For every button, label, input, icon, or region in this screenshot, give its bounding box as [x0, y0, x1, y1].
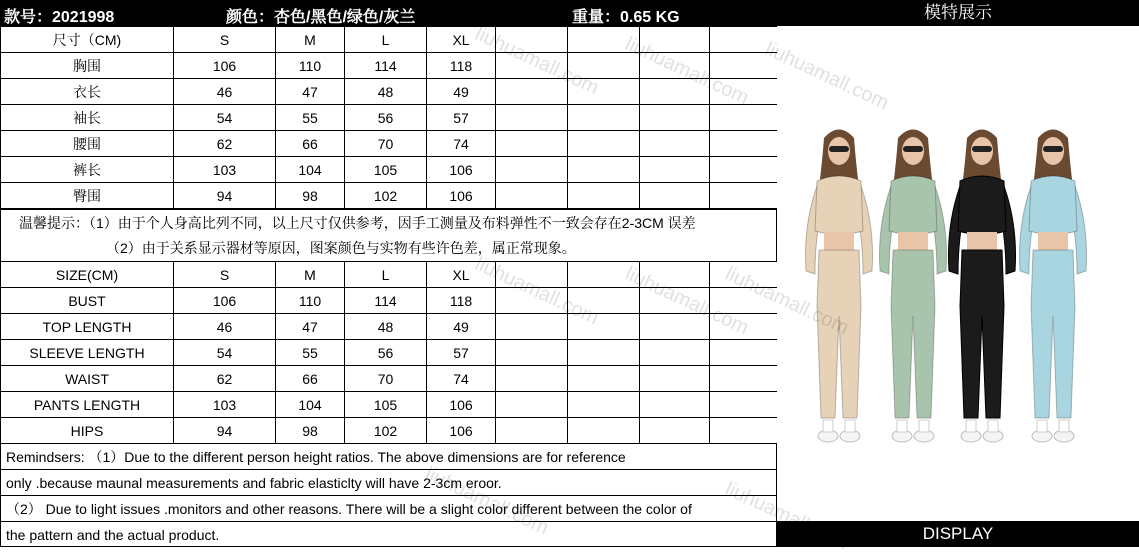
empty-cell: [710, 392, 778, 418]
empty-cell: [568, 105, 640, 131]
measurement-value: 114: [345, 53, 427, 79]
empty-cell: [640, 366, 710, 392]
empty-cell: [496, 53, 568, 79]
measurement-label: SLEEVE LENGTH: [1, 340, 174, 366]
measurement-value: 98: [276, 183, 345, 209]
empty-cell: [496, 105, 568, 131]
measurement-value: 48: [345, 314, 427, 340]
display-label: DISPLAY: [777, 521, 1139, 547]
style-number: 款号：2021998: [4, 9, 115, 26]
measurement-value: 70: [345, 131, 427, 157]
note-cn-1: 温馨提示：（1）由于个人身高比列不同，以上尺寸仅供参考，因手工测量及布料弹性不一致会存在2-3CM 误差: [0, 209, 777, 235]
measurement-value: 98: [276, 418, 345, 444]
table-row: [1, 340, 778, 366]
empty-cell: [710, 340, 778, 366]
measurement-value: 103: [174, 392, 276, 418]
measurement-label: TOP LENGTH: [1, 314, 174, 340]
watermark: liuhuamall.com: [471, 22, 603, 100]
empty-cell: [568, 262, 640, 288]
measurement-value: 118: [427, 53, 496, 79]
measurement-value: 66: [276, 131, 345, 157]
empty-cell: [640, 314, 710, 340]
empty-cell: [568, 157, 640, 183]
measurement-value: 106: [427, 418, 496, 444]
empty-cell: [710, 288, 778, 314]
model-pants: [1031, 250, 1075, 418]
measurement-value: 118: [427, 288, 496, 314]
empty-cell: [710, 131, 778, 157]
model-top: [815, 176, 863, 235]
measurement-label: 裤长: [1, 157, 174, 183]
empty-cell: [496, 27, 568, 53]
measurement-value: 106: [427, 157, 496, 183]
table-header-row: [1, 262, 778, 288]
empty-cell: [496, 392, 568, 418]
measurement-value: 94: [174, 418, 276, 444]
measurement-label: 胸围: [1, 53, 174, 79]
size-column-header: L: [345, 262, 427, 288]
table-row: [1, 157, 778, 183]
measurement-label: HIPS: [1, 418, 174, 444]
empty-cell: [710, 183, 778, 209]
measurement-value: 62: [174, 131, 276, 157]
empty-cell: [568, 314, 640, 340]
watermark: liuhuamall.com: [471, 252, 603, 330]
measurement-value: 46: [174, 314, 276, 340]
empty-cell: [568, 340, 640, 366]
sunglasses-icon: [829, 146, 849, 152]
measurement-value: 105: [345, 157, 427, 183]
watermark: liuhuamall.com: [621, 32, 753, 110]
empty-cell: [640, 27, 710, 53]
sock: [919, 420, 929, 432]
color-options: 颜色：杏色/黑色/绿色/灰兰: [226, 9, 416, 26]
sunglasses-icon: [903, 146, 923, 152]
measurement-value: 74: [427, 131, 496, 157]
empty-cell: [640, 157, 710, 183]
empty-cell: [496, 79, 568, 105]
measurement-value: 46: [174, 79, 276, 105]
sock: [845, 420, 855, 432]
empty-cell: [710, 418, 778, 444]
empty-cell: [568, 366, 640, 392]
empty-cell: [496, 340, 568, 366]
weight-label: 重量：0.65 KG: [572, 9, 680, 26]
table-row: [1, 79, 778, 105]
measurement-label: 袖长: [1, 105, 174, 131]
measurement-label: 腰围: [1, 131, 174, 157]
table-row: [1, 392, 778, 418]
table-row: [1, 418, 778, 444]
models-illustration: [777, 26, 1139, 521]
measurement-value: 102: [345, 183, 427, 209]
empty-cell: [640, 105, 710, 131]
measurement-value: 56: [345, 105, 427, 131]
size-column-header: M: [276, 27, 345, 53]
empty-cell: [568, 53, 640, 79]
table-row: [1, 105, 778, 131]
sunglasses-icon: [1043, 146, 1063, 152]
empty-cell: [640, 53, 710, 79]
model-top: [1029, 176, 1077, 235]
empty-cell: [568, 131, 640, 157]
measurement-value: 70: [345, 366, 427, 392]
empty-cell: [640, 79, 710, 105]
empty-cell: [496, 418, 568, 444]
measurement-value: 47: [276, 79, 345, 105]
measurement-value: 54: [174, 105, 276, 131]
measurement-value: 104: [276, 157, 345, 183]
measurement-label: 臀围: [1, 183, 174, 209]
empty-cell: [640, 262, 710, 288]
sock: [988, 420, 998, 432]
empty-cell: [710, 366, 778, 392]
measurement-value: 104: [276, 392, 345, 418]
model-top: [889, 176, 937, 235]
empty-cell: [568, 418, 640, 444]
table-row: [1, 183, 778, 209]
measurement-value: 103: [174, 157, 276, 183]
measurement-value: 74: [427, 366, 496, 392]
empty-cell: [710, 262, 778, 288]
empty-cell: [710, 27, 778, 53]
empty-cell: [640, 418, 710, 444]
empty-cell: [496, 157, 568, 183]
measurement-value: 48: [345, 79, 427, 105]
table-row: [1, 366, 778, 392]
empty-cell: [710, 314, 778, 340]
measurement-value: 62: [174, 366, 276, 392]
sock: [1059, 420, 1069, 432]
table-row: [1, 314, 778, 340]
watermark: liuhuamall.com: [621, 262, 753, 340]
model-pants: [891, 250, 935, 418]
size-table-en: [0, 261, 778, 444]
sock: [823, 420, 833, 432]
model-midriff: [824, 232, 854, 252]
size-column-header: S: [174, 262, 276, 288]
size-table-cn: [0, 26, 778, 209]
model-top: [958, 176, 1006, 235]
empty-cell: [496, 288, 568, 314]
empty-cell: [496, 131, 568, 157]
table-header-row: [1, 27, 778, 53]
empty-cell: [568, 288, 640, 314]
note-en-1: Remindsers: （1）Due to the different person height ratios. The above dimensions are for reference: [0, 443, 777, 469]
measurement-value: 66: [276, 366, 345, 392]
empty-cell: [568, 183, 640, 209]
empty-cell: [640, 131, 710, 157]
note-cn-2: （2）由于关系显示器材等原因，图案颜色与实物有些许色差，属正常现象。: [0, 235, 777, 261]
measurement-label: PANTS LENGTH: [1, 392, 174, 418]
measurement-value: 49: [427, 79, 496, 105]
empty-cell: [496, 183, 568, 209]
empty-cell: [710, 79, 778, 105]
model-midriff: [1038, 232, 1068, 252]
measurement-value: 55: [276, 105, 345, 131]
measurement-label: 衣长: [1, 79, 174, 105]
empty-cell: [568, 79, 640, 105]
measurement-value: 106: [174, 288, 276, 314]
size-column-header: XL: [427, 262, 496, 288]
measurement-value: 114: [345, 288, 427, 314]
measurement-value: 54: [174, 340, 276, 366]
header-bar: [0, 0, 777, 26]
empty-cell: [640, 183, 710, 209]
sock: [897, 420, 907, 432]
measurement-value: 57: [427, 340, 496, 366]
measurement-value: 57: [427, 105, 496, 131]
model-display-title: 模特展示: [777, 0, 1139, 26]
note-en-3: （2） Due to light issues .monitors and other reasons. There will be a slight color different between the color of: [0, 495, 777, 521]
sock: [966, 420, 976, 432]
measurement-value: 110: [276, 288, 345, 314]
empty-cell: [496, 366, 568, 392]
note-en-2: only .because maunal measurements and fabric elasticlty will have 2-3cm eroor.: [0, 469, 777, 495]
empty-cell: [496, 262, 568, 288]
model-pants: [817, 250, 861, 418]
empty-cell: [496, 314, 568, 340]
measurement-value: 110: [276, 53, 345, 79]
measurement-label: BUST: [1, 288, 174, 314]
size-header: SIZE(CM): [1, 262, 174, 288]
empty-cell: [640, 288, 710, 314]
size-column-header: S: [174, 27, 276, 53]
size-column-header: L: [345, 27, 427, 53]
measurement-label: WAIST: [1, 366, 174, 392]
size-column-header: XL: [427, 27, 496, 53]
measurement-value: 105: [345, 392, 427, 418]
table-row: [1, 131, 778, 157]
model-pants: [960, 250, 1004, 418]
empty-cell: [568, 27, 640, 53]
model-photo: [777, 26, 1139, 521]
size-column-header: M: [276, 262, 345, 288]
measurement-value: 106: [427, 183, 496, 209]
measurement-value: 56: [345, 340, 427, 366]
measurement-value: 106: [427, 392, 496, 418]
sunglasses-icon: [972, 146, 992, 152]
empty-cell: [710, 105, 778, 131]
empty-cell: [640, 392, 710, 418]
model-midriff: [898, 232, 928, 252]
measurement-value: 102: [345, 418, 427, 444]
measurement-value: 49: [427, 314, 496, 340]
watermark: liuhuamall.com: [421, 462, 553, 540]
sock: [1037, 420, 1047, 432]
measurement-value: 47: [276, 314, 345, 340]
table-row: [1, 53, 778, 79]
measurement-value: 55: [276, 340, 345, 366]
empty-cell: [710, 157, 778, 183]
measurement-value: 106: [174, 53, 276, 79]
empty-cell: [710, 53, 778, 79]
empty-cell: [568, 392, 640, 418]
size-header: 尺寸（CM): [1, 27, 174, 53]
note-en-4: the pattern and the actual product.: [0, 521, 777, 547]
empty-cell: [640, 340, 710, 366]
measurement-value: 94: [174, 183, 276, 209]
model-midriff: [967, 232, 997, 252]
table-row: [1, 288, 778, 314]
